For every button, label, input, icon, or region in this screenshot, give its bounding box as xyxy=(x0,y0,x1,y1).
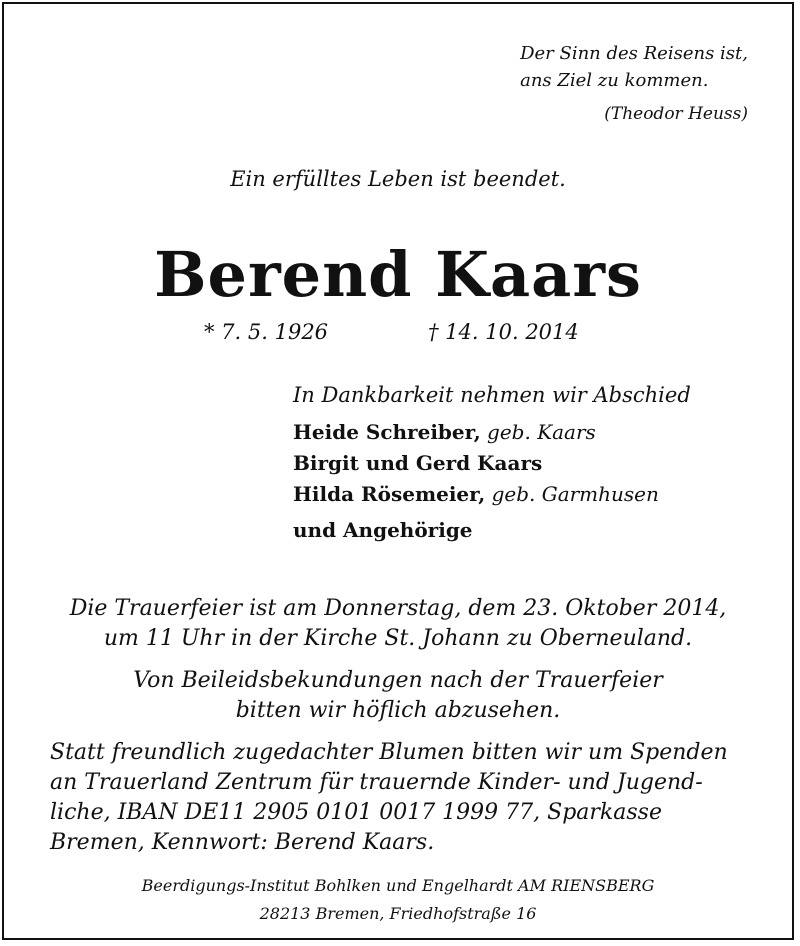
mourner-name: Heide Schreiber, xyxy=(293,420,481,444)
obituary-frame xyxy=(2,2,794,940)
mourner-note: geb. Kaars xyxy=(487,420,596,444)
condolence-line-1: Von Beileidsbekundungen nach der Trauerfeier xyxy=(133,668,663,693)
footer-line-1: Beerdigungs-Institut Bohlken und Engelhardt AM RIENSBERG xyxy=(141,876,655,895)
quote-line-1: Der Sinn des Reisens ist, xyxy=(520,43,748,64)
mourner-name: Birgit und Gerd Kaars xyxy=(293,451,543,475)
footer-line-2: 28213 Bremen, Friedhofstraße 16 xyxy=(259,904,537,923)
condolence-line-2: bitten wir höflich abzusehen. xyxy=(235,698,561,723)
mourner-entry xyxy=(293,479,691,510)
birth-date: * 7. 5. 1926 xyxy=(204,320,329,344)
quote-line-2: ans Ziel zu kommen. xyxy=(520,70,709,91)
thanks-line: In Dankbarkeit nehmen wir Abschied xyxy=(293,383,691,407)
donation-line-4: Bremen, Kennwort: Berend Kaars. xyxy=(50,830,435,855)
condolence-note xyxy=(50,666,746,726)
quote-author: (Theodor Heuss) xyxy=(604,104,748,124)
relatives-line: und Angehörige xyxy=(293,518,473,542)
donation-line-3: liche, IBAN DE11 2905 0101 0017 1999 77, Sparkasse xyxy=(50,800,662,825)
mourners-block xyxy=(293,383,691,542)
mourner-entry xyxy=(293,448,691,479)
service-info xyxy=(50,594,746,654)
mourner-note: geb. Garmhusen xyxy=(491,482,659,506)
mourner-name: Hilda Rösemeier, xyxy=(293,482,486,506)
quote-block xyxy=(520,40,748,128)
funeral-home-footer xyxy=(4,872,792,928)
service-line-1: Die Trauerfeier ist am Donnerstag, dem 23. Oktober 2014, xyxy=(69,596,727,621)
service-line-2: um 11 Uhr in der Kirche St. Johann zu Oberneuland. xyxy=(103,626,693,651)
intro-text: Ein erfülltes Leben ist beendet. xyxy=(230,167,566,191)
deceased-name: Berend Kaars xyxy=(154,238,642,311)
death-date: † 14. 10. 2014 xyxy=(428,320,579,344)
donation-line-1: Statt freundlich zugedachter Blumen bitten wir um Spenden xyxy=(50,740,728,765)
donation-line-2: an Trauerland Zentrum für trauernde Kinder- und Jugend- xyxy=(50,770,703,795)
donation-note xyxy=(50,738,746,858)
mourner-entry xyxy=(293,417,691,448)
